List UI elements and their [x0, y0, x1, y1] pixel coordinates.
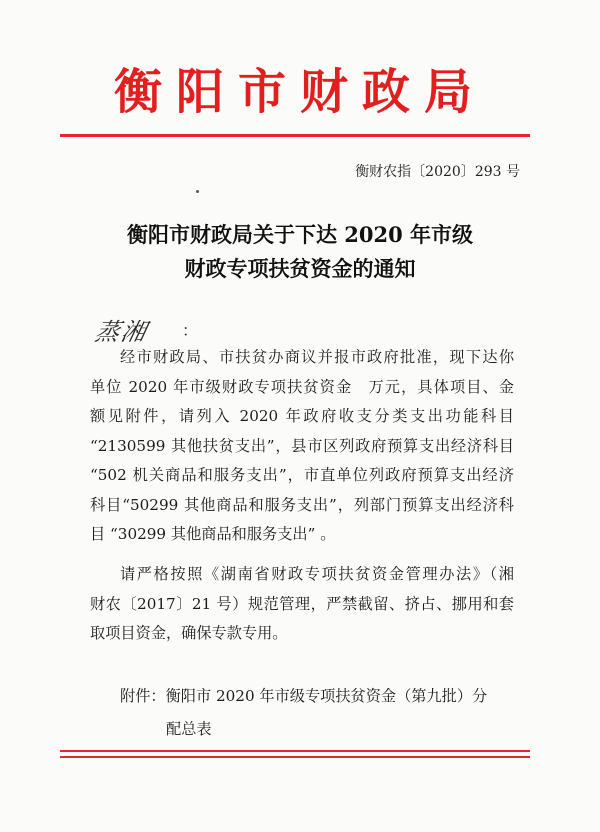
document-title-line-2: 财政专项扶贫资金的通知: [184, 256, 416, 281]
paragraph-1-line: 科目“50299 其他商品和服务支出”，列部门预算支出经济科: [90, 495, 514, 514]
paragraph-1-line: 额见附件，请列入 2020 年政府收支分类支出功能科目: [90, 407, 514, 425]
paragraph-2-line: 请严格按照《湖南省财政专项扶贫资金管理办法》（湘: [120, 565, 514, 583]
header-red-rule: [60, 134, 530, 137]
handwritten-addressee: 蒸湘: [92, 317, 151, 346]
scan-speck: [196, 190, 199, 193]
paragraph-1-line: 目 “30299 其他商品和服务支出” 。: [90, 525, 336, 543]
body-paragraph-2: [90, 560, 514, 649]
document-number: 衡财农指〔2020〕293 号: [355, 164, 520, 180]
paragraph-2-line: 财农〔2017〕21 号）规范管理，严禁截留、挤占、挪用和套: [90, 594, 514, 613]
footer-red-rule-2: [60, 756, 530, 758]
paragraph-2-line: 取项目资金，确保专款专用。: [90, 624, 288, 642]
paragraph-1-line: “2130599 其他扶贫支出”，县市区列政府预算支出经济科目: [90, 436, 514, 455]
attachment-note: [120, 680, 487, 746]
attachment-line-1: 附件：衡阳市 2020 年市级专项扶贫资金（第九批）分: [120, 687, 488, 705]
footer-red-rule-1: [60, 750, 530, 752]
addressee-colon: ：: [182, 320, 199, 340]
paragraph-1-line: “502 机关商品和服务支出”，市直单位列政府预算支出经济: [90, 466, 514, 484]
attachment-line-2: 配总表: [166, 720, 212, 738]
body-paragraph-1: [90, 343, 514, 550]
addressee: [92, 312, 199, 346]
document-title-line-1: 衡阳市财政局关于下达 2020 年市级: [126, 222, 474, 247]
agency-header-title: 衡阳市财政局: [113, 64, 486, 120]
paragraph-1-line: 经市财政局、市扶贫办商议并报市政府批准，现下达你: [120, 348, 514, 366]
paragraph-1-line: 单位 2020 年市级财政专项扶贫资金 万元，具体项目、金: [90, 377, 514, 396]
document-title: [0, 218, 600, 286]
